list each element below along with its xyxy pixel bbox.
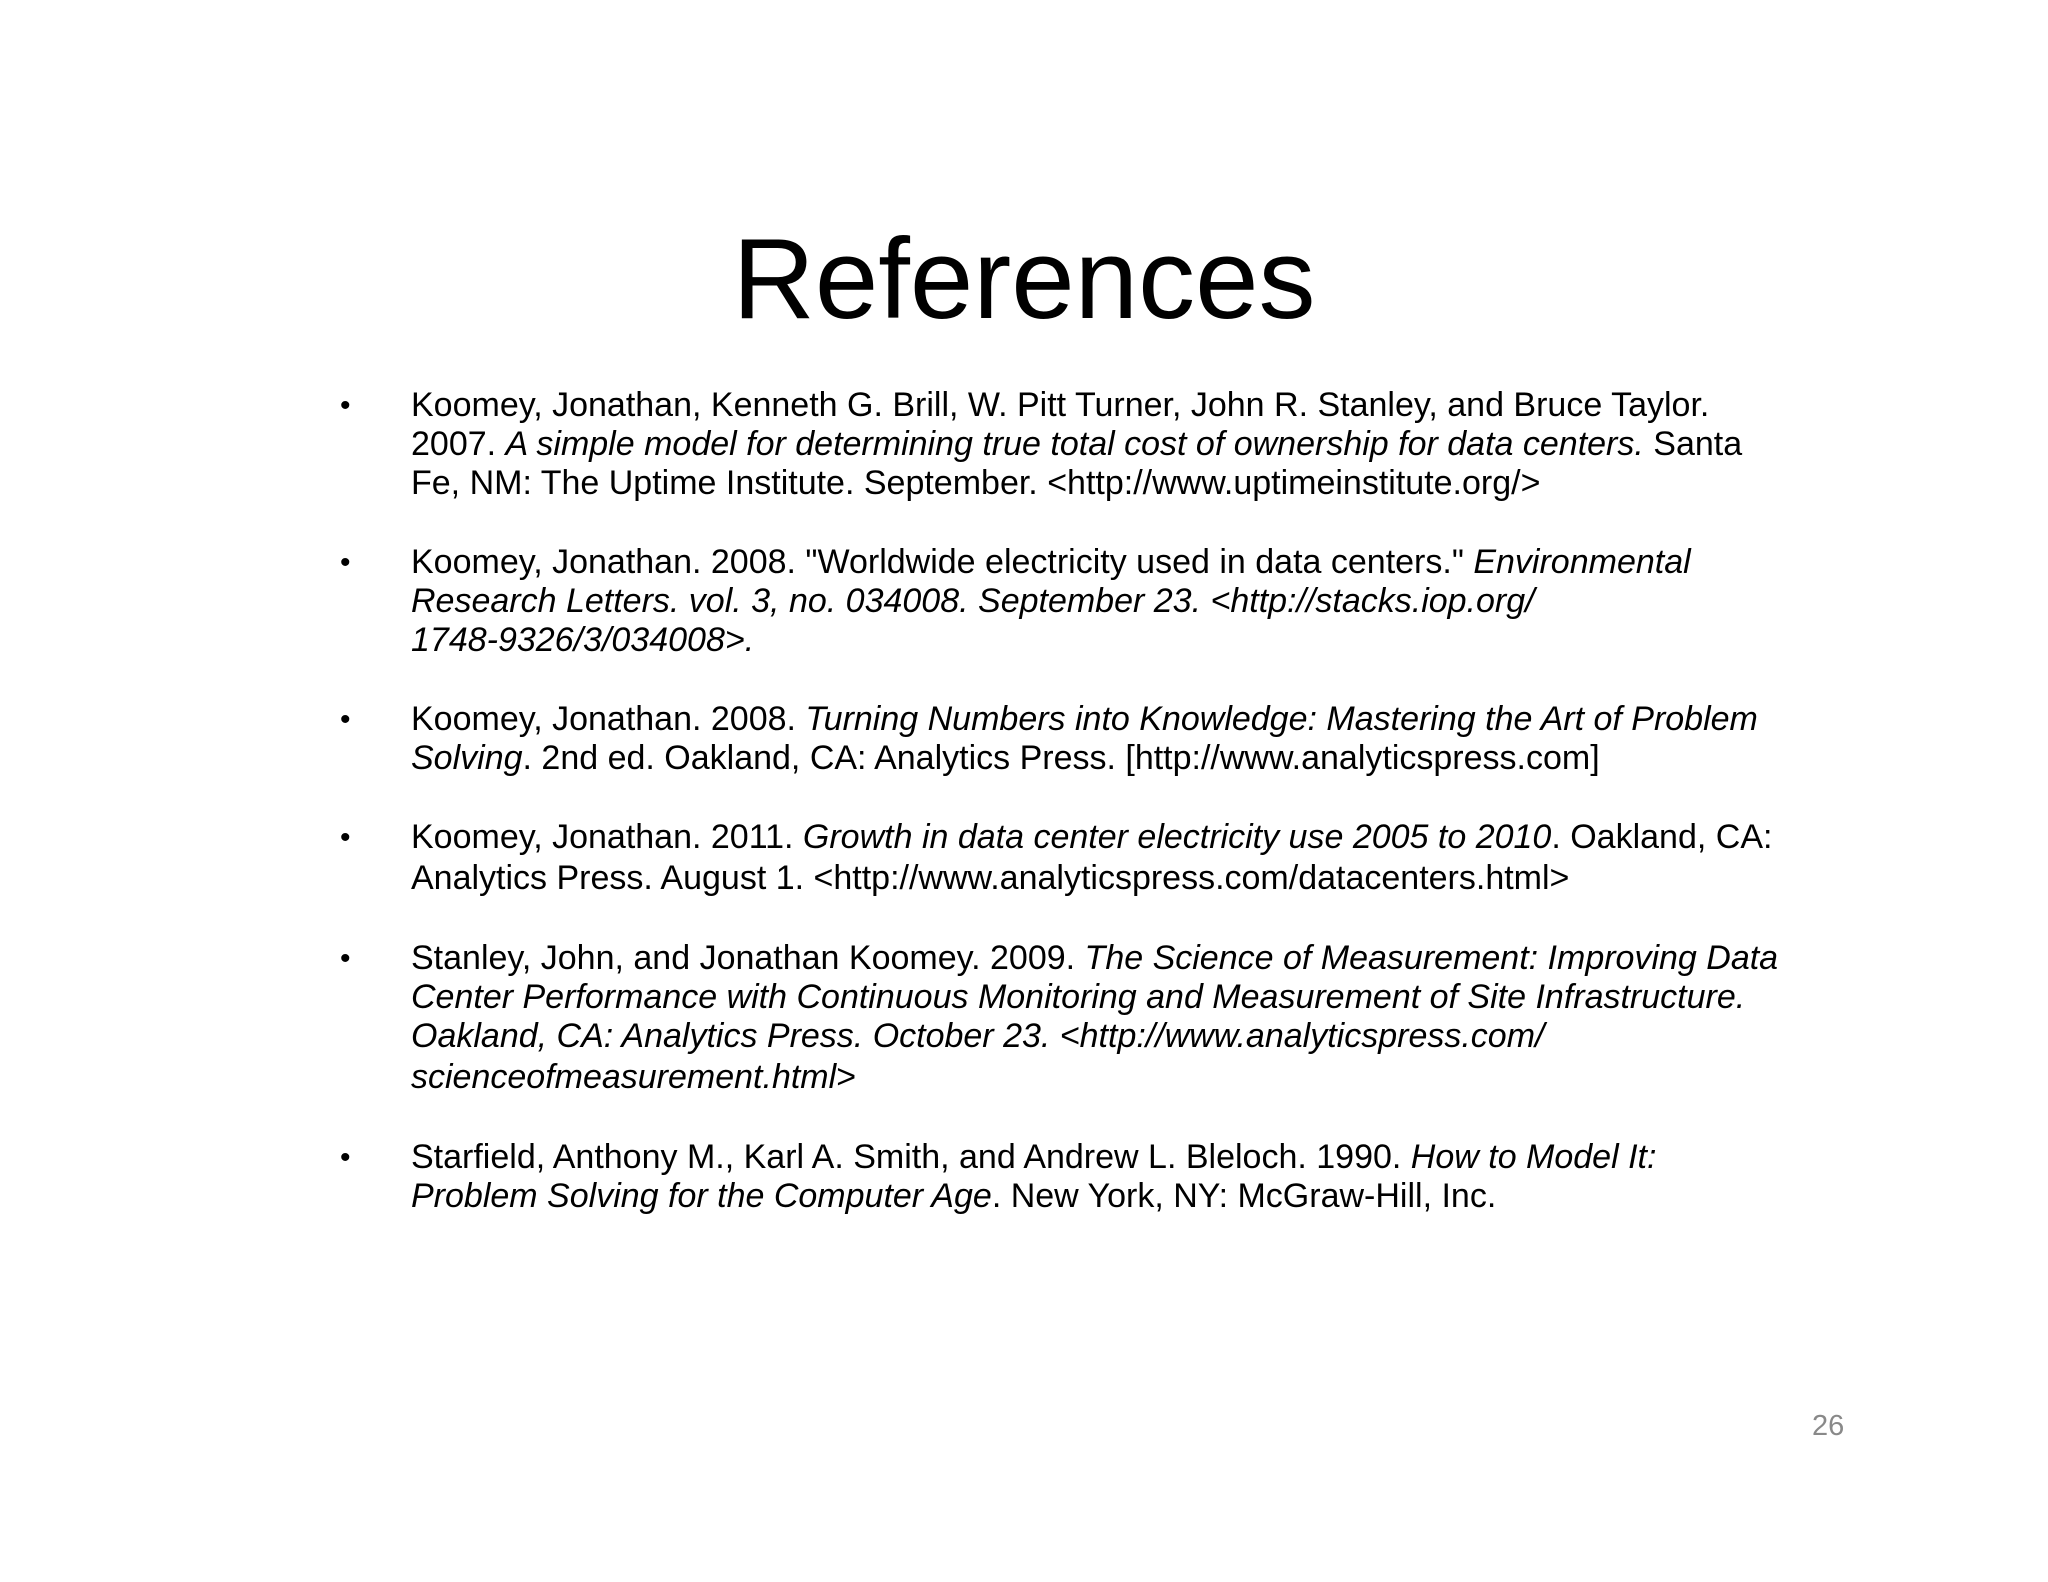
reference-item [340, 818, 1880, 899]
reference-title-text: How to Model It: [1410, 1138, 1657, 1176]
reference-line [411, 386, 1880, 425]
reference-line [411, 1056, 1880, 1098]
reference-item [340, 543, 1880, 660]
bullet-icon: • [340, 942, 351, 975]
reference-line [411, 857, 1880, 899]
bullet-icon: • [340, 546, 351, 579]
reference-line [411, 543, 1880, 582]
reference-text: . Oakland, CA: [1551, 818, 1773, 856]
slide-title: References [732, 216, 1316, 343]
reference-text: > [836, 1058, 857, 1096]
bullet-icon: • [340, 389, 351, 422]
reference-line [411, 818, 1880, 857]
reference-title-text: Center Performance with Continuous Monitoring and Measurement of Site Infrastructure. [411, 978, 1746, 1016]
reference-item [340, 1138, 1880, 1216]
reference-title-text: Solving [411, 739, 523, 777]
reference-text: 2007. [411, 425, 506, 463]
reference-title-text: scienceofmeasurement.html [411, 1058, 837, 1096]
reference-line [411, 939, 1880, 978]
reference-line [411, 978, 1880, 1017]
reference-text: Starfield, Anthony M., Karl A. Smith, and Andrew L. Bleloch. 1990. [411, 1138, 1411, 1176]
reference-text: Koomey, Jonathan. 2008. "Worldwide electricity used in data centers." [411, 543, 1474, 581]
reference-line [411, 1177, 1880, 1216]
reference-text: . 2nd ed. Oakland, CA: Analytics Press. [http://www.analyticspress.com] [522, 739, 1600, 777]
bullet-icon: • [340, 703, 351, 736]
reference-title-text: A simple model for determining true total cost of ownership for data centers. [505, 425, 1644, 463]
reference-title-text: The Science of Measurement: Improving Data [1084, 939, 1779, 977]
reference-title-text: Problem Solving for the Computer Age [411, 1177, 992, 1215]
reference-line [411, 1138, 1880, 1177]
bullet-icon: • [340, 1141, 351, 1174]
bullet-icon: • [340, 821, 351, 854]
reference-line [411, 621, 1880, 660]
reference-text: Koomey, Jonathan, Kenneth G. Brill, W. Pitt Turner, John R. Stanley, and Bruce Taylor. [411, 386, 1710, 424]
reference-line [411, 425, 1880, 464]
reference-text: Stanley, John, and Jonathan Koomey. 2009. [411, 939, 1085, 977]
reference-title-text: Turning Numbers into Knowledge: Mastering the Art of Problem [805, 700, 1758, 738]
reference-line [411, 464, 1880, 503]
reference-title-text: Oakland, CA: Analytics Press. October 23. <http://www.analyticspress.com/ [411, 1017, 1545, 1055]
reference-title-text: Research Letters. vol. 3, no. 034008. September 23. <http://stacks.iop.org/ [411, 582, 1535, 620]
reference-line [411, 1017, 1880, 1056]
reference-text: . New York, NY: McGraw-Hill, Inc. [991, 1177, 1497, 1215]
reference-title-text: Environmental [1473, 543, 1691, 581]
reference-text: Koomey, Jonathan. 2011. [411, 818, 803, 856]
reference-line [411, 739, 1880, 778]
reference-text: Koomey, Jonathan. 2008. [411, 700, 806, 738]
reference-list [340, 386, 1880, 1216]
reference-title-text: Growth in data center electricity use 2005 to 2010 [802, 818, 1552, 856]
reference-line [411, 700, 1880, 739]
reference-item [340, 939, 1880, 1098]
reference-text: Analytics Press. August 1. <http://www.analyticspress.com/datacenters.html> [411, 859, 1570, 897]
reference-line [411, 582, 1880, 621]
reference-item [340, 386, 1880, 503]
page-number: 26 [1812, 1410, 1845, 1442]
reference-text: Santa [1643, 425, 1743, 463]
reference-item [340, 700, 1880, 778]
reference-text: Fe, NM: The Uptime Institute. September. <http://www.uptimeinstitute.org/> [411, 464, 1541, 502]
reference-title-text: 1748-9326/3/034008>. [411, 621, 755, 659]
